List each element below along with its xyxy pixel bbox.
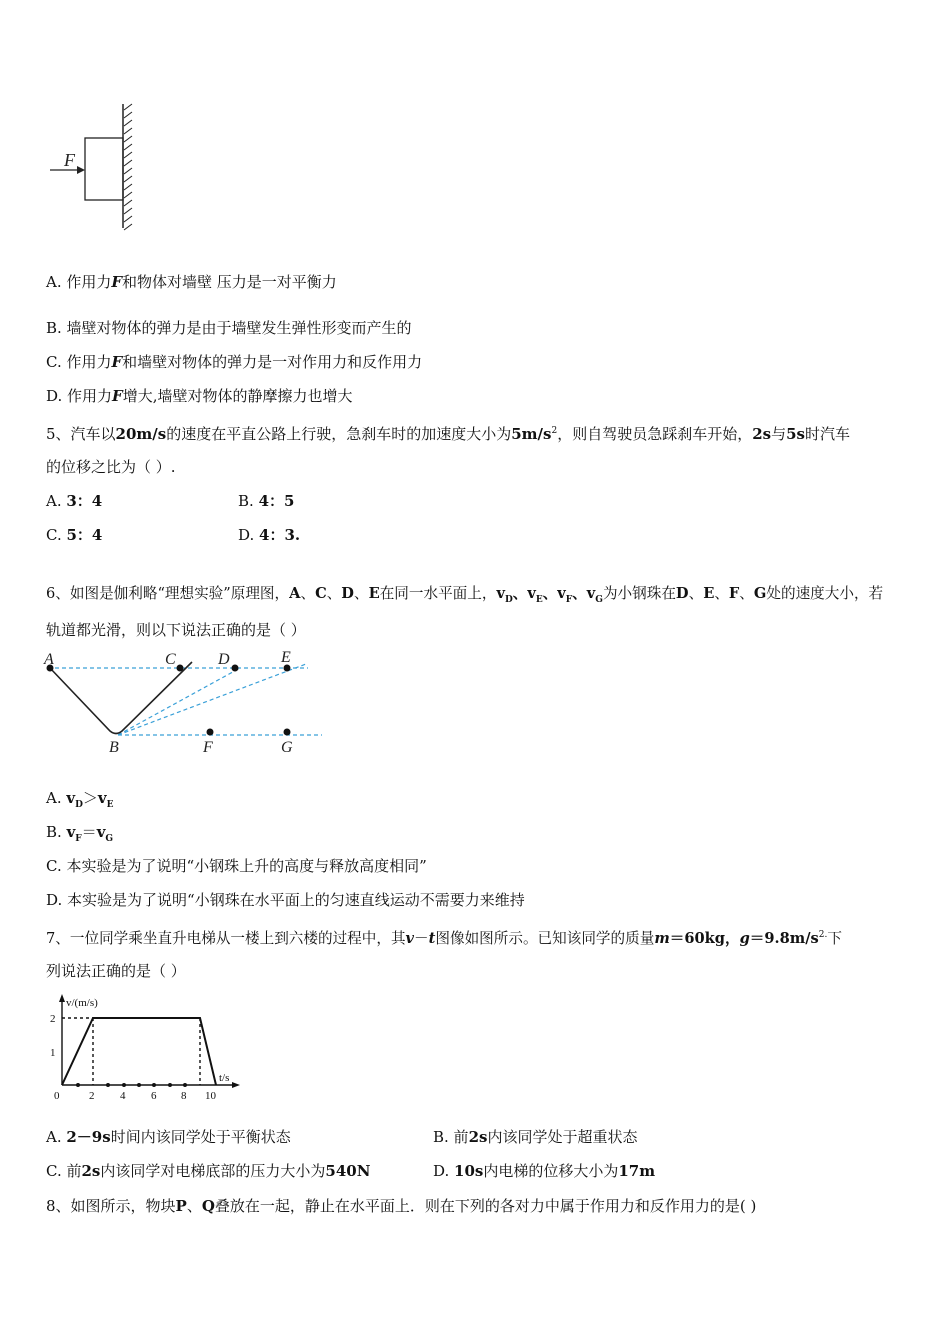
y-axis-label: v/(m/s) <box>66 997 98 1009</box>
x-tick-0: 0 <box>54 1090 60 1102</box>
q5-option-b: B. 4：5 <box>238 492 295 510</box>
point-d <box>232 665 239 672</box>
label-d: D <box>218 651 230 668</box>
q7-option-a: A. 2－9s时间内该同学处于平衡状态 <box>46 1128 291 1146</box>
q5-option-c: C. 5：4 <box>46 526 103 544</box>
y-axis-arrow <box>59 994 65 1002</box>
q7-option-d: D. 10s内电梯的位移大小为17m <box>433 1162 656 1180</box>
q4-option-b: B. 墙壁对物体的弹力是由于墙壁发生弹性形变而产生的 <box>46 319 412 337</box>
point-c <box>177 665 184 672</box>
label-b: B <box>109 739 119 756</box>
q6-option-d: D. 本实验是为了说明“小钢珠在水平面上的匀速直线运动不需要力来维持 <box>46 891 525 909</box>
label-a: A <box>44 651 54 668</box>
label-e: E <box>281 649 291 666</box>
track <box>50 662 192 734</box>
q7-option-b: B. 前2s内该同学处于超重状态 <box>433 1128 638 1146</box>
x-tick-6: 6 <box>151 1090 157 1102</box>
vt-chart <box>44 992 244 1104</box>
y-tick-1: 1 <box>50 1047 56 1059</box>
q4-option-c: C. 作用力F和墙壁对物体的弹力是一对作用力和反作用力 <box>46 353 423 371</box>
q5-option-a: A. 3：4 <box>46 492 103 510</box>
block <box>85 138 123 200</box>
x-tick-10: 10 <box>205 1090 216 1102</box>
vt-line <box>62 1018 216 1085</box>
label-g: G <box>281 739 293 756</box>
q5-stem-line1: 5、汽车以20m/s的速度在平直公路上行驶，急刹车时的加速度大小为$5m/s^2$，则自驾驶员急踩刹车开始，2s与5s时汽车 <box>46 425 851 443</box>
x-tick-2: 2 <box>89 1090 95 1102</box>
wall-block-figure <box>40 100 150 235</box>
q6-option-c: C. 本实验是为了说明“小钢珠上升的高度与释放高度相同” <box>46 857 427 875</box>
x-tick-4: 4 <box>120 1090 126 1102</box>
label-c: C <box>165 651 176 668</box>
ramp-be <box>118 664 306 735</box>
label-f: F <box>203 739 213 756</box>
point-f <box>207 729 214 736</box>
q6-option-a: A. $v_D>v_E$ <box>46 789 114 810</box>
ramp-bd <box>118 668 240 735</box>
x-tick-8: 8 <box>181 1090 187 1102</box>
q7-option-c: C. 前2s内该同学对电梯底部的压力大小为540N <box>46 1162 371 1180</box>
q7-stem-line2: 列说法正确的是（ ） <box>46 962 186 980</box>
q6-option-b: B. $v_F=v_G$ <box>46 823 114 844</box>
force-label: F <box>64 150 75 170</box>
x-axis-label: t/s <box>219 1072 230 1084</box>
q6-stem-line1: 6、如图是伽利略“理想实验”原理图，A、C、D、E在同一水平面上，$v_D$、$v_E$、$v_F$、$v_G$为小钢珠在D、E、F、G处的速度大小，若 <box>46 585 884 605</box>
y-tick-2: 2 <box>50 1013 56 1025</box>
q4-option-a: A. 作用力F和物体对墙壁 压力是一对平衡力 <box>46 273 337 291</box>
force-arrowhead <box>77 166 85 174</box>
q8-stem-line1: 8、如图所示，物块P、Q叠放在一起，静止在水平面上．则在下列的各对力中属于作用力和反作用力的是( ) <box>46 1197 757 1215</box>
q6-stem-line2: 轨道都光滑，则以下说法正确的是（ ） <box>46 621 306 639</box>
galileo-figure <box>40 648 330 760</box>
x-axis-arrow <box>232 1082 240 1088</box>
q7-stem-line1: 7、一位同学乘坐直升电梯从一楼上到六楼的过程中，其v－t图像如图所示。已知该同学的质量m＝60kg，$g=9.8m/s^{2.}$下 <box>46 929 842 947</box>
q5-stem-line2: 的位移之比为（ ）. <box>46 458 176 476</box>
q5-option-d: D. 4：3. <box>238 526 301 544</box>
point-g <box>284 729 291 736</box>
q4-option-d: D. 作用力F增大,墙壁对物体的静摩擦力也增大 <box>46 387 353 405</box>
wall-hatching <box>124 104 132 230</box>
